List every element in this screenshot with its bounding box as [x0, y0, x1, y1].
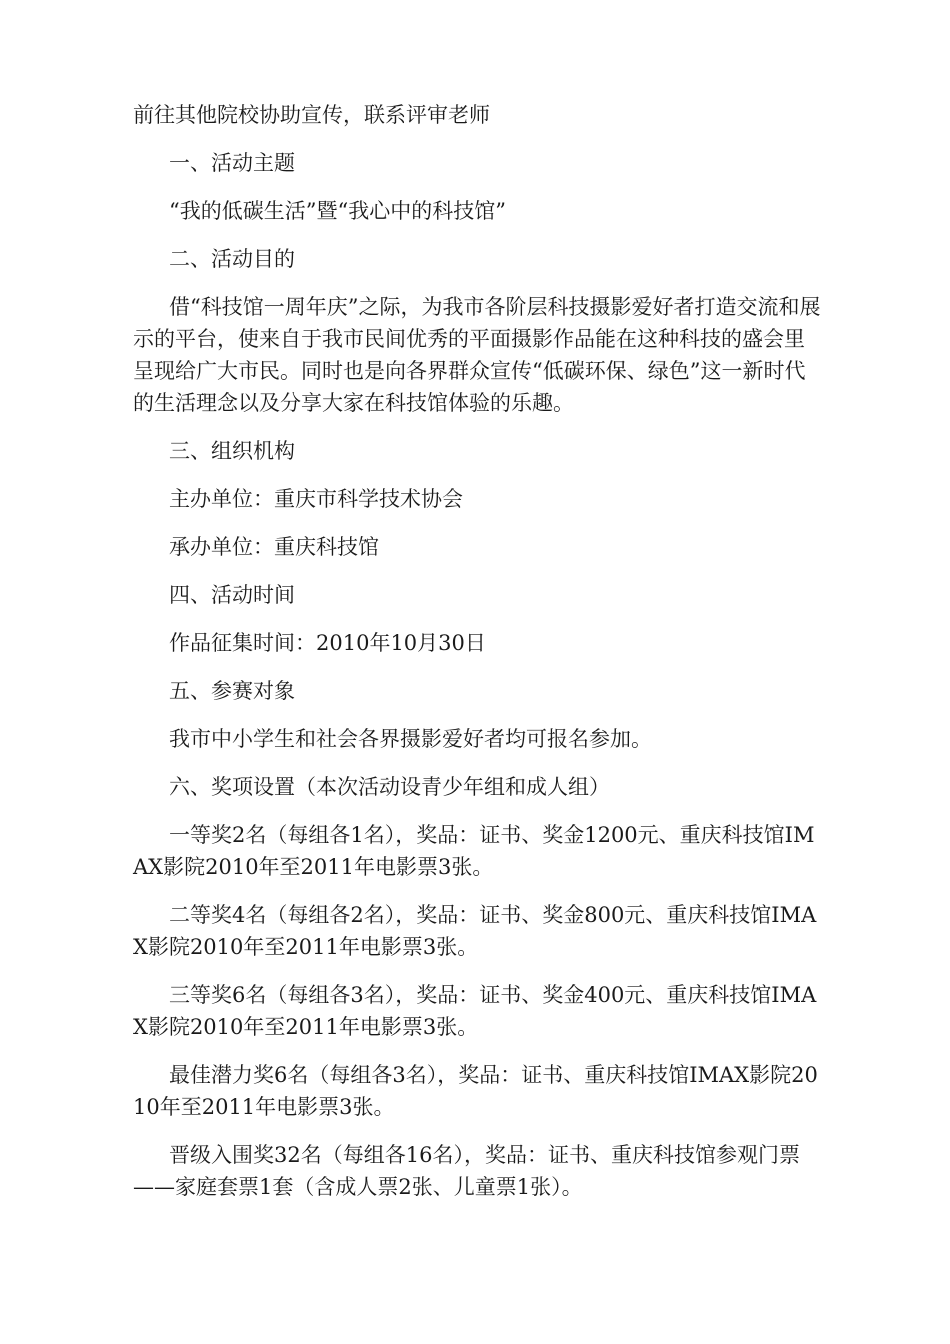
paragraph-finalist-prize: 晋级入围奖32名（每组各16名），奖品：证书、重庆科技馆参观门票——家庭套票1套（含成人票2张、儿童票1张）。: [133, 1143, 800, 1199]
paragraph-theme: “我的低碳生活”暨“我心中的科技馆”: [169, 199, 506, 223]
paragraph-participants: 我市中小学生和社会各界摄影爱好者均可报名参加。: [169, 727, 652, 751]
paragraph-organizer: 承办单位：重庆科技馆: [169, 535, 379, 559]
heading-activity-time: 四、活动时间: [169, 583, 295, 607]
paragraph-third-prize: 三等奖6名（每组各3名），奖品：证书、奖金400元、重庆科技馆IMAX影院2010年至2011年电影票3张。: [133, 983, 817, 1039]
heading-activity-purpose: 二、活动目的: [169, 247, 295, 271]
heading-organization: 三、组织机构: [169, 439, 295, 463]
document-body: [133, 99, 823, 1219]
paragraph-first-prize: 一等奖2名（每组各1名），奖品：证书、奖金1200元、重庆科技馆IMAX影院2010年至2011年电影票3张。: [133, 823, 815, 879]
heading-participants: 五、参赛对象: [169, 679, 295, 703]
paragraph-second-prize: 二等奖4名（每组各2名），奖品：证书、奖金800元、重庆科技馆IMAX影院2010年至2011年电影票3张。: [133, 903, 817, 959]
paragraph-purpose: 借“科技馆一周年庆”之际，为我市各阶层科技摄影爱好者打造交流和展示的平台，使来自于我市民间优秀的平面摄影作品能在这种科技的盛会里呈现给广大市民。同时也是向各界群众宣传“低碳环保、绿色”这一新时代的生活理念以及分享大家在科技馆体验的乐趣。: [133, 295, 821, 415]
paragraph-host: 主办单位：重庆市科学技术协会: [169, 487, 463, 511]
heading-activity-theme: 一、活动主题: [169, 151, 295, 175]
heading-awards: 六、奖项设置（本次活动设青少年组和成人组）: [169, 775, 610, 799]
paragraph-collection-time: 作品征集时间：2010年10月30日: [169, 631, 486, 655]
paragraph-intro: 前往其他院校协助宣传，联系评审老师: [133, 103, 490, 127]
paragraph-potential-prize: 最佳潜力奖6名（每组各3名），奖品：证书、重庆科技馆IMAX影院2010年至2011年电影票3张。: [133, 1063, 818, 1119]
